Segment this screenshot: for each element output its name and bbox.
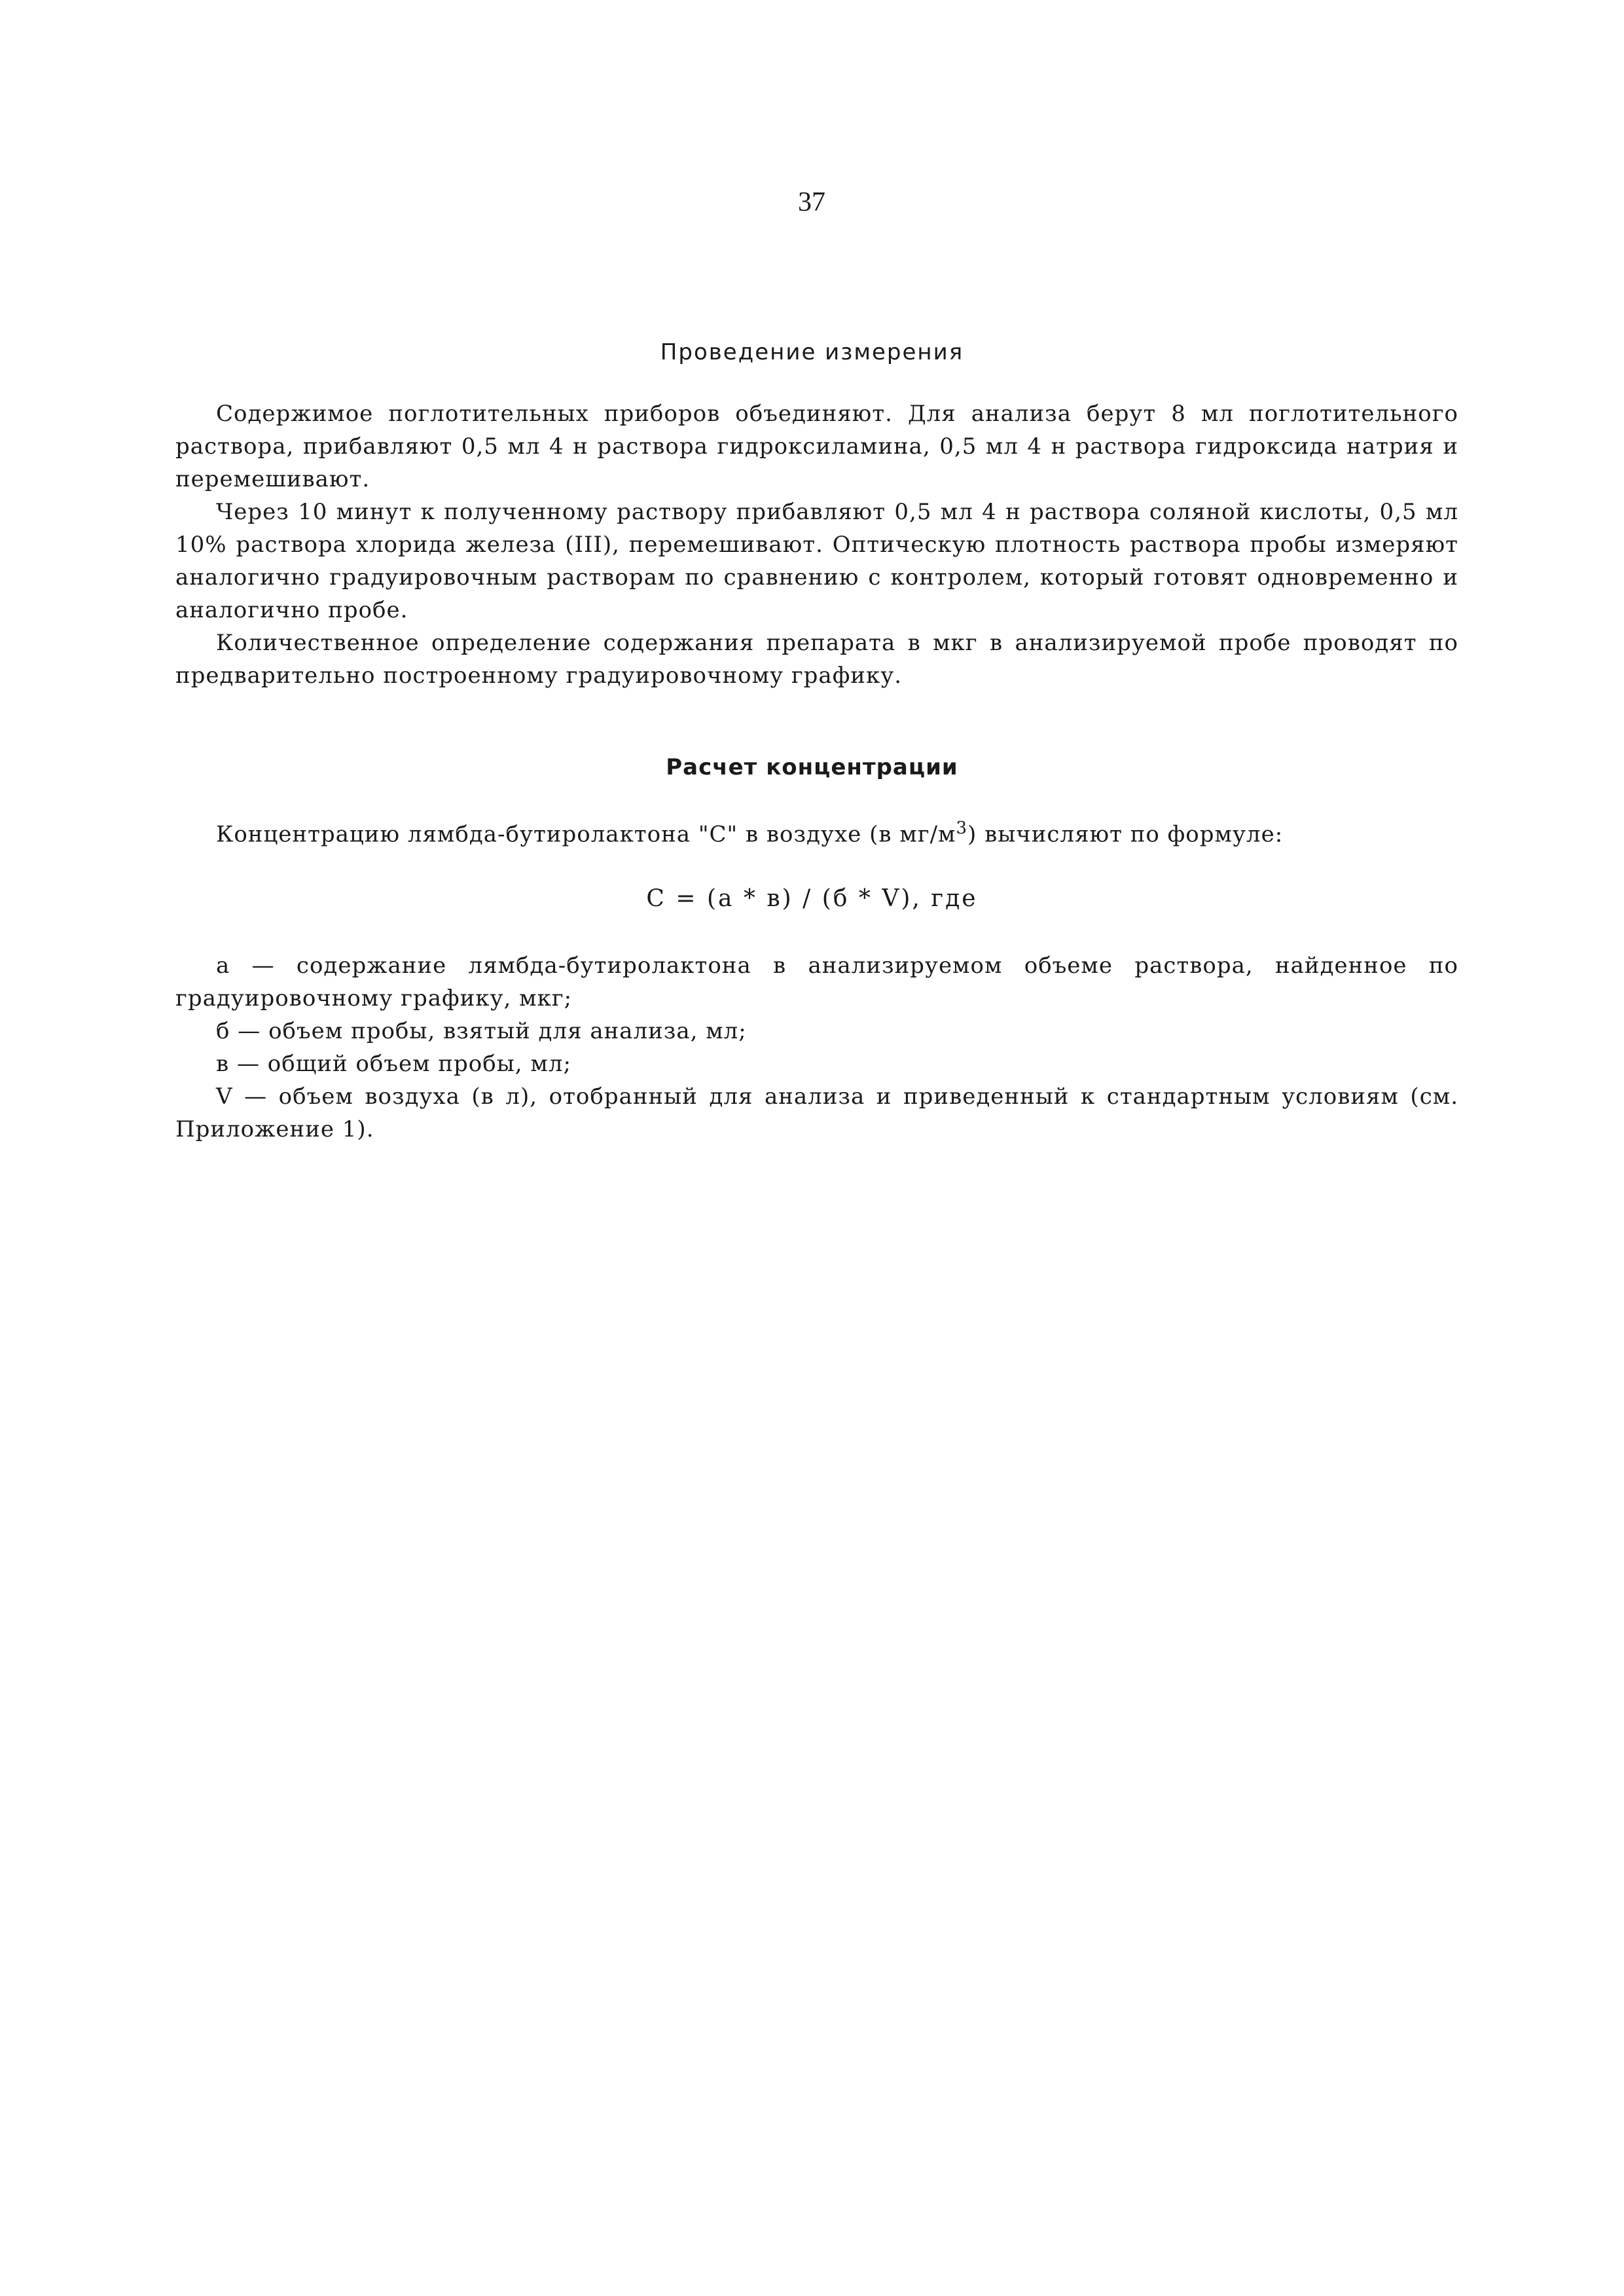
section-heading-measurement: Проведение измерения [660,339,964,365]
superscript-exponent: 3 [956,818,968,838]
paragraph: Через 10 минут к полученному раствору прибавляют 0,5 мл 4 н раствора соляной кислоты, 0,5 мл 10% раствора хлорида железа (III), перемешивают. Оптическую плотность раствора пробы измеряют аналогично градуировочным растворам по сравнению с контролем, который готовят одновременно и аналогично пробе. [175,499,1458,623]
legend-item: б — объем пробы, взятый для анализа, мл; [216,1018,747,1044]
paragraph: Содержимое поглотительных приборов объединяют. Для анализа берут 8 мл поглотительного раствора, прибавляют 0,5 мл 4 н раствора гидроксиламина, 0,5 мл 4 н раствора гидроксида натрия и перемешивают. [175,401,1458,492]
formula-legend [175,949,1458,1146]
page-number: 37 [798,187,825,217]
formula-intro-text-end: ) вычисляют по формуле: [967,821,1284,848]
formula-intro-text: Концентрацию лямбда-бутиролактона "С" в воздухе (в мг/м [216,821,956,848]
measurement-text [175,397,1458,692]
legend-item: а — содержание лямбда-бутиролактона в анализируемом объеме раствора, найденное по градуировочному графику, мкг; [175,953,1458,1011]
legend-item: V — объем воздуха (в л), отобранный для анализа и приведенный к стандартным условиям (см. Приложение 1). [175,1084,1458,1142]
paragraph: Количественное определение содержания препарата в мкг в анализируемой пробе проводят по предварительно построенному градуировочному графику. [175,630,1458,689]
formula-intro [175,818,1458,847]
legend-item: в — общий объем пробы, мл; [216,1051,571,1077]
section-heading-calculation: Расчет концентрации [666,754,958,780]
concentration-formula: С = (а * в) / (б * V), где [646,885,978,912]
